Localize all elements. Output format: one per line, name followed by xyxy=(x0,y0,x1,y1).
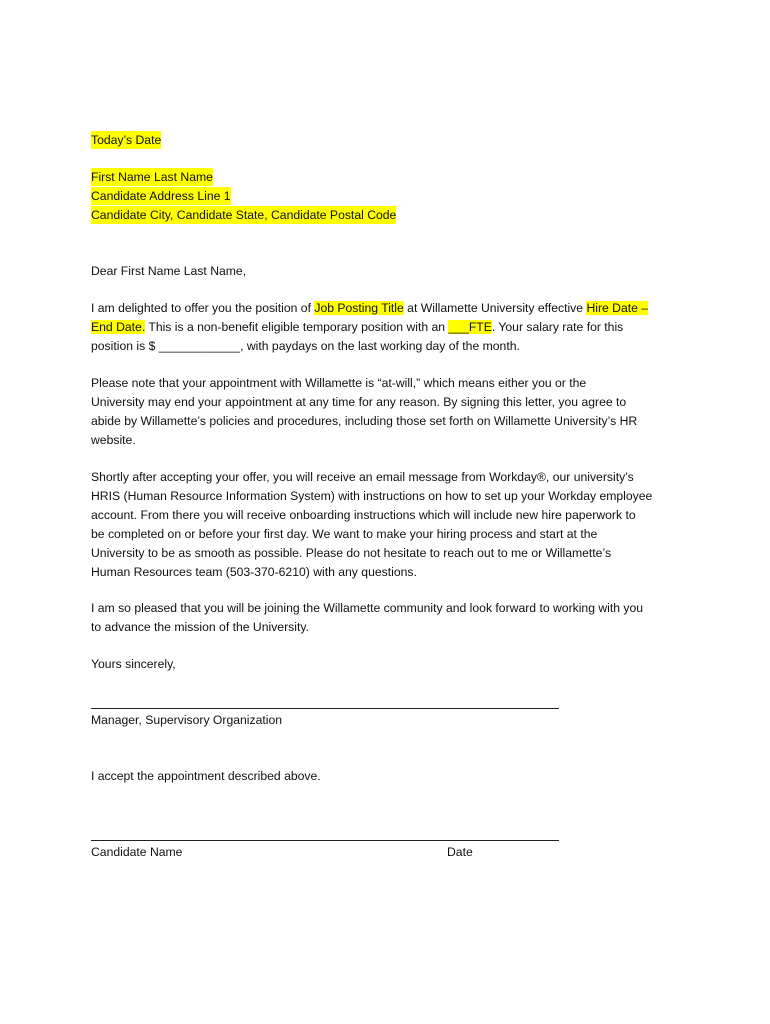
fte-placeholder: ___FTE xyxy=(448,320,492,334)
job-posting-title-placeholder: Job Posting Title xyxy=(314,301,404,315)
closing-paragraph-line: I am so pleased that you will be joining the Willamette community and look forward to working with you xyxy=(91,601,644,615)
offer-text: , with paydays on the last working day of the month. xyxy=(240,339,520,353)
manager-signature-label: Manager, Supervisory Organization xyxy=(91,713,283,727)
recipient-name: First Name Last Name xyxy=(91,170,213,184)
offer-paragraph-line xyxy=(91,318,623,336)
at-will-paragraph-line: University may end your appointment at any time for any reason. By signing this letter, you agree to xyxy=(91,395,627,409)
workday-paragraph-line: Shortly after accepting your offer, you will receive an email message from Workday®, our university’s xyxy=(91,470,634,484)
manager-signature-line xyxy=(91,708,559,709)
end-date-placeholder: End Date. xyxy=(91,320,146,334)
offer-paragraph-line xyxy=(91,299,648,317)
offer-text: position is $ xyxy=(91,339,159,353)
closing-paragraph-line: to advance the mission of the University. xyxy=(91,620,309,634)
offer-text: This is a non-benefit eligible temporary position with an xyxy=(145,320,449,334)
date-label: Date xyxy=(447,845,473,859)
closing-salutation: Yours sincerely, xyxy=(91,657,176,671)
offer-text: . Your salary rate for this xyxy=(491,320,624,334)
workday-paragraph-line: University to be as smooth as possible. Please do not hesitate to reach out to me or Willamette’s xyxy=(91,546,612,560)
recipient-city-state-zip: Candidate City, Candidate State, Candidate Postal Code xyxy=(91,208,397,222)
offer-text: I am delighted to offer you the position of xyxy=(91,301,315,315)
offer-paragraph-line xyxy=(91,337,520,355)
at-will-paragraph-line: abide by Willamette’s policies and procedures, including those set forth on Willamette University’s HR xyxy=(91,414,638,428)
at-will-paragraph-line: website. xyxy=(91,433,136,447)
acceptance-statement: I accept the appointment described above. xyxy=(91,769,321,783)
date-placeholder: Today’s Date xyxy=(91,133,162,147)
workday-paragraph-line: be completed on or before your first day. We want to make your hiring process and start at the xyxy=(91,527,598,541)
candidate-signature-line xyxy=(91,840,559,841)
hire-date-placeholder: Hire Date – xyxy=(586,301,649,315)
at-will-paragraph-line: Please note that your appointment with Willamette is “at-will,” which means either you or the xyxy=(91,376,587,390)
workday-paragraph-line: Human Resources team (503-370-6210) with any questions. xyxy=(91,565,417,579)
candidate-name-label: Candidate Name xyxy=(91,845,183,859)
offer-text: at Willamette University effective xyxy=(403,301,587,315)
recipient-address-line1: Candidate Address Line 1 xyxy=(91,189,231,203)
salary-placeholder: ____________ xyxy=(158,339,241,353)
salutation: Dear First Name Last Name, xyxy=(91,264,247,278)
workday-paragraph-line: account. From there you will receive onboarding instructions which will include new hire paperwork to xyxy=(91,508,636,522)
workday-paragraph-line: HRIS (Human Resource Information System) with instructions on how to set up your Workday employee xyxy=(91,489,653,503)
